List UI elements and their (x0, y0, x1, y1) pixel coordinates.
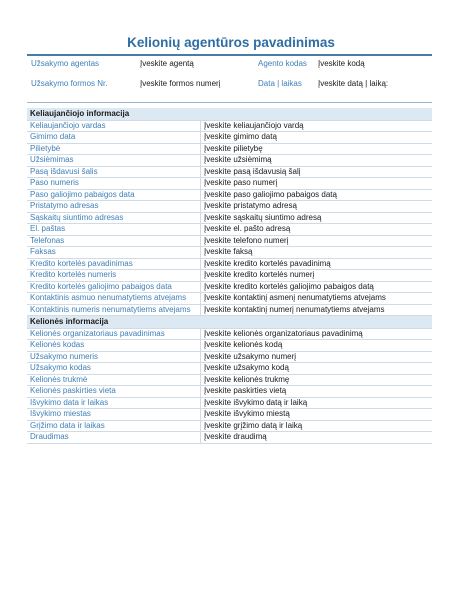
date-time-field[interactable]: Įveskite datą | laiką: (318, 79, 389, 88)
field-label: El. paštas (27, 224, 201, 235)
field-value[interactable]: Įveskite kelionės organizatoriaus pavadinimą (204, 328, 363, 338)
table-row (27, 363, 432, 375)
table-row (27, 375, 432, 387)
table-row (27, 352, 432, 364)
info-table (27, 108, 432, 444)
field-value[interactable]: Įveskite užsakymo numerį (204, 351, 297, 361)
table-row (27, 329, 432, 341)
field-label: Užsakymo numeris (27, 352, 201, 363)
table-row (27, 224, 432, 236)
field-value[interactable]: Įveskite keliaujančiojo vardą (204, 120, 304, 130)
field-label: Paso numeris (27, 178, 201, 189)
table-row (27, 305, 432, 317)
table-row (27, 132, 432, 144)
field-value[interactable]: Įveskite pasą išdavusią šalį (204, 166, 301, 176)
section-title: Keliaujančiojo informacija (30, 109, 130, 118)
field-label: Kontaktinis numeris nenumatytiems atvejams (27, 305, 201, 316)
field-label: Kelionės kodas (27, 340, 201, 351)
field-value[interactable]: Įveskite pilietybę (204, 143, 263, 153)
field-value[interactable]: Įveskite kredito kortelės pavadinimą (204, 258, 331, 268)
table-row (27, 213, 432, 225)
table-row (27, 236, 432, 248)
table-row (27, 421, 432, 433)
field-label: Grįžimo data ir laikas (27, 421, 201, 432)
field-label: Paso galiojimo pabaigos data (27, 190, 201, 201)
field-label: Išvykimo data ir laikas (27, 398, 201, 409)
field-label: Išvykimo miestas (27, 409, 201, 420)
field-label: Telefonas (27, 236, 201, 247)
field-label: Kredito kortelės pavadinimas (27, 259, 201, 270)
table-row (27, 121, 432, 133)
field-value[interactable]: Įveskite paso numerį (204, 178, 278, 187)
field-value[interactable]: Įveskite grįžimo datą ir laiką (204, 420, 303, 430)
form-number-label: Užsakymo formos Nr. (31, 79, 108, 88)
field-value[interactable]: Įveskite sąskaitų siuntimo adresą (204, 212, 322, 222)
field-value[interactable]: Įveskite faksą (204, 247, 253, 256)
field-value[interactable]: Įveskite pristatymo adresą (204, 201, 297, 210)
field-value[interactable]: Įveskite draudimą (204, 432, 267, 441)
field-value[interactable]: Įveskite kelionės kodą (204, 340, 283, 349)
section-header (27, 108, 432, 121)
table-row (27, 386, 432, 398)
field-label: Pristatymo adresas (27, 201, 201, 212)
field-value[interactable]: Įveskite kredito kortelės galiojimo pabaigos datą (204, 281, 374, 291)
section-title: Kelionės informacija (30, 317, 109, 326)
agent-code-label: Agento kodas (258, 59, 307, 68)
table-row (27, 293, 432, 305)
field-value[interactable]: Įveskite kelionės trukmę (204, 374, 290, 384)
table-row (27, 432, 432, 444)
field-label: Draudimas (27, 432, 201, 443)
field-label: Užsakymo kodas (27, 363, 201, 374)
table-row (27, 270, 432, 282)
table-row (27, 282, 432, 294)
field-label: Kredito kortelės galiojimo pabaigos data (27, 282, 201, 293)
table-row (27, 144, 432, 156)
field-label: Kredito kortelės numeris (27, 270, 201, 281)
agent-field[interactable]: Įveskite agentą (140, 59, 194, 68)
field-label: Kelionės organizatoriaus pavadinimas (27, 329, 201, 340)
date-time-label: Data | laikas (258, 79, 302, 88)
table-row (27, 409, 432, 421)
title-divider (27, 54, 432, 56)
section-header (27, 316, 432, 329)
field-label: Kelionės trukmė (27, 375, 201, 386)
table-row (27, 259, 432, 271)
field-value[interactable]: Įveskite išvykimo miestą (204, 409, 290, 418)
field-label: Sąskaitų siuntimo adresas (27, 213, 201, 224)
field-value[interactable]: Įveskite paskirties vietą (204, 386, 287, 395)
header-divider (27, 102, 432, 103)
form-number-field[interactable]: Įveskite formos numerį (140, 79, 221, 88)
field-value[interactable]: Įveskite kredito kortelės numerį (204, 270, 315, 279)
document-title: Kelionių agentūros pavadinimas (127, 35, 335, 50)
order-agent-label: Užsakymo agentas (31, 59, 100, 68)
table-row (27, 178, 432, 190)
field-label: Faksas (27, 247, 201, 258)
field-label: Pasą išdavusi šalis (27, 167, 201, 178)
field-label: Gimimo data (27, 132, 201, 143)
table-row (27, 167, 432, 179)
table-row (27, 190, 432, 202)
table-row (27, 340, 432, 352)
field-value[interactable]: Įveskite gimimo datą (204, 132, 277, 141)
field-label: Pilietybė (27, 144, 201, 155)
field-value[interactable]: Įveskite išvykimo datą ir laiką (204, 397, 308, 407)
field-value[interactable]: Įveskite el. pašto adresą (204, 224, 291, 233)
field-label: Užsiėmimas (27, 155, 201, 166)
field-value[interactable]: Įveskite užsakymo kodą (204, 363, 289, 372)
field-value[interactable]: Įveskite kontaktinį asmenį nenumatytiems atvejams (204, 293, 386, 302)
table-row (27, 155, 432, 167)
table-row (27, 398, 432, 410)
agent-code-field[interactable]: Įveskite kodą (318, 59, 365, 68)
field-label: Kontaktinis asmuo nenumatytiems atvejams (27, 293, 201, 304)
field-value[interactable]: Įveskite kontaktinį numerį nenumatytiems atvejams (204, 304, 385, 314)
field-label: Keliaujančiojo vardas (27, 121, 201, 132)
field-value[interactable]: Įveskite telefono numerį (204, 235, 289, 245)
field-value[interactable]: Įveskite paso galiojimo pabaigos datą (204, 189, 337, 199)
table-row (27, 201, 432, 213)
table-row (27, 247, 432, 259)
field-value[interactable]: Įveskite užsiėmimą (204, 155, 272, 164)
field-label: Kelionės paskirties vieta (27, 386, 201, 397)
